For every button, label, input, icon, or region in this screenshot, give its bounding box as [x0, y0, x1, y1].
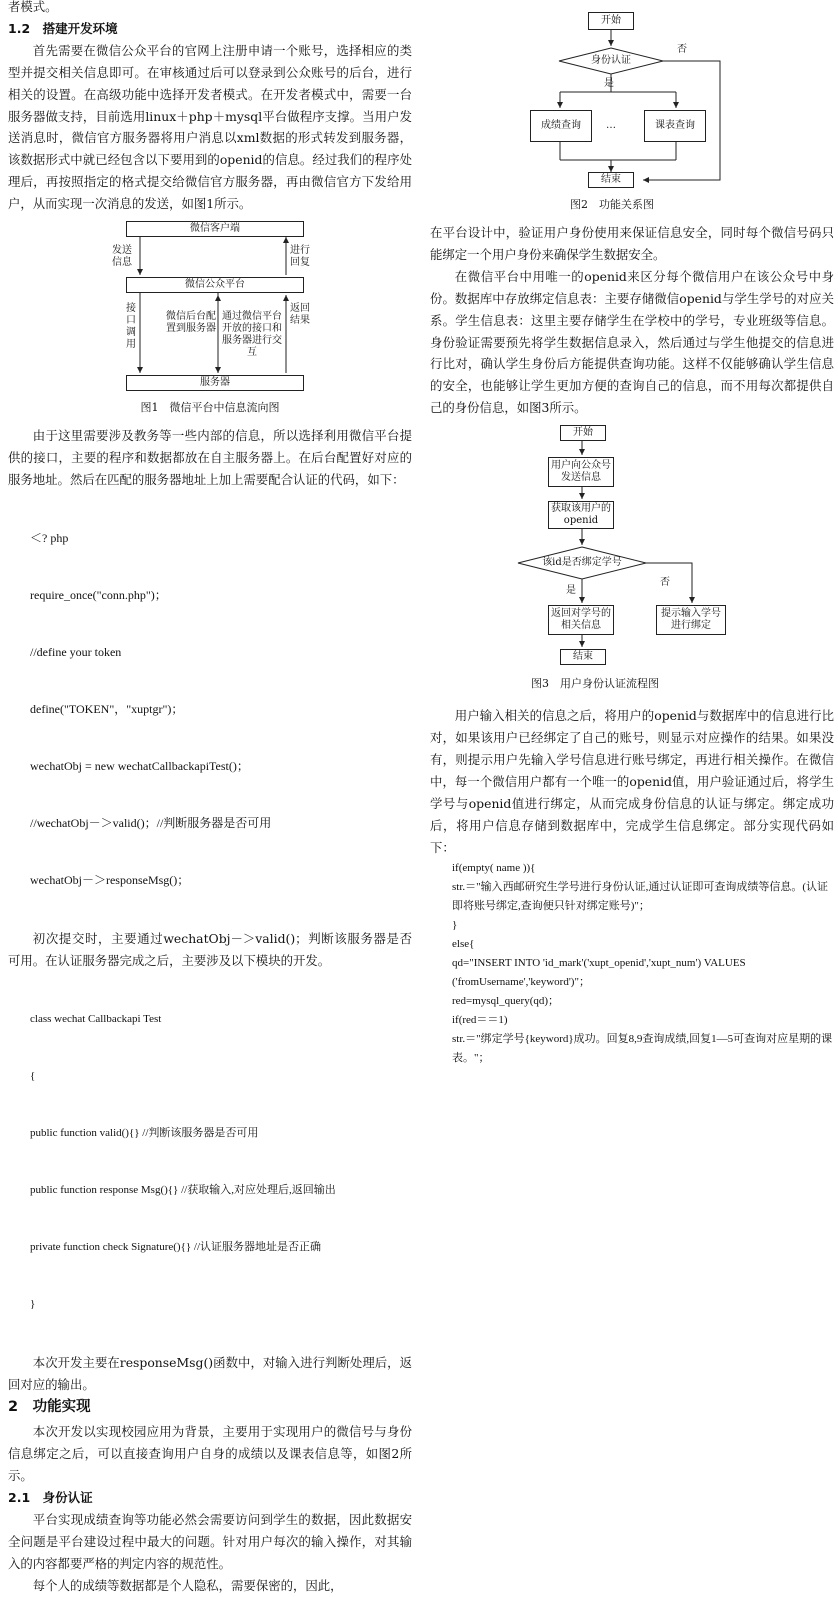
code-line: wechatObj = new wechatCallbackapiTest()； — [30, 758, 249, 773]
label-reply: 进行回复 — [290, 245, 310, 269]
figure-2 — [430, 0, 834, 222]
code-line: } — [452, 918, 458, 931]
paragraph: 由于这里需要涉及教务等一些内部的信息，所以选择利用微信平台提供的接口，主要的程序和数据都放在自主服务器上。在后台配置好对应的服务地址。然后在匹配的服务器地址上加上需要配合认证的代码，如下： — [8, 428, 412, 487]
code-line: define("TOKEN"，"xuptgr")； — [30, 701, 184, 716]
fig3-prompt-bind: 提示输入学号进行绑定 — [656, 605, 726, 635]
label-interface-call: 接口调用 — [126, 303, 136, 351]
code-line: if(red＝＝1) — [452, 1013, 508, 1026]
fig3-no: 否 — [660, 577, 670, 589]
fig3-return-info: 返回对学号的相关信息 — [548, 605, 614, 635]
code-block-1 — [8, 491, 412, 928]
code-line: public function response Msg(){} //获取输入,对应处理后,返回输出 — [30, 1183, 336, 1196]
fig2-no: 否 — [677, 44, 687, 55]
paragraph: 本次开发以实现校园应用为背景，主要用于实现用户的微信号与身份信息绑定之后，可以直接查询用户自身的成绩以及课表信息等，如图2所示。 — [8, 1424, 412, 1484]
figure-2-caption: 图2 功能关系图 — [570, 198, 654, 211]
code-line: //define your token — [30, 644, 122, 659]
paragraph: 初次提交时，主要通过wechatObj－＞valid()；判断该服务器是否可用。在认证服务器完成之后，主要涉及以下模块的开发。 — [8, 930, 412, 968]
label-send: 发送信息 — [112, 245, 132, 269]
code-line: red=mysql_query(qd)； — [452, 994, 560, 1007]
fig2-auth: 身份认证 — [591, 55, 631, 66]
code-line: if(empty( name )){ — [452, 861, 536, 874]
fig3-send: 用户向公众号发送信息 — [548, 457, 614, 487]
code-line: require_once("conn.php")； — [30, 587, 167, 602]
right-column — [430, 0, 834, 1068]
left-column — [8, 0, 412, 1597]
code-line: } — [30, 1297, 36, 1310]
code-line: wechatObj－＞responseMsg()； — [30, 872, 190, 887]
box-wechat-platform: 微信公众平台 — [126, 277, 304, 293]
figure-3-caption: 图3 用户身份认证流程图 — [531, 677, 659, 691]
code-line: else{ — [452, 937, 475, 950]
fig3-get-openid: 获取该用户的openid — [548, 501, 614, 529]
code-line: qd="INSERT INTO 'id_mark'('xupt_openid','xupt_num') VALUES ('fromUsername','keyword')"； — [452, 956, 746, 988]
code-line: private function check Signature(){} //认证服务器地址是否正确 — [30, 1240, 321, 1253]
figure-1 — [8, 219, 412, 419]
box-wechat-client: 微信客户端 — [126, 221, 304, 237]
figure-1-caption: 图1 微信平台中信息流向图 — [140, 401, 280, 415]
fig2-schedule-query: 课表查询 — [644, 110, 706, 142]
paragraph: 在平台设计中，验证用户身份使用来保证信息安全，同时每个微信号码只能绑定一个用户身份来确保学生数据安全。 — [430, 225, 834, 262]
code-block-2 — [8, 972, 412, 1352]
code-line: str.＝"输入西邮研究生学号进行身份认证,通过认证即可查询成绩等信息。(认证即将账号绑定,查询便只针对绑定账号)"； — [452, 880, 829, 912]
paragraph: 首先需要在微信公众平台的官网上注册申请一个账号，选择相应的类型并提交相关信息即可。在审核通过后可以登录到公众账号的后台，进行相关的设置。在高级功能中选择开发者模式。在开发者模式中，需要一台服务器做支持，目前选用linux＋php＋mysql平台做程序支撑。当用户发送消息时，微信官方服务器将用户消息以xml数据的形式转发到服务器，该数据形式中就已经包含以下要用到的openid的信息。经过我们的程序处理后，再按照指定的格式提交给微信官方服务器，再由微信官方下发给用户，从而实现一次消息的发送，如图1所示。 — [8, 42, 412, 212]
fig3-end: 结束 — [560, 649, 606, 665]
label-backend-config: 微信后台配置到服务器 — [166, 311, 216, 335]
label-return-result: 返回结果 — [290, 303, 310, 327]
code-block-3 — [430, 859, 834, 1068]
code-line: class wechat Callbackapi Test — [30, 1012, 162, 1025]
box-server: 服务器 — [126, 375, 304, 391]
paragraph: 用户输入相关的信息之后，将用户的openid与数据库中的信息进行比对，如果该用户已经绑定了自己的账号，则显示对应操作的结果。如果没有，则提示用户先输入学号信息进行账号绑定，再进行相关操作。在微信中，每一个微信用户都有一个唯一的openid值，用户验证通过后，将学生学号与openid值进行绑定，从而完成身份信息的认证与绑定。绑定成功后，将用户信息存储到数据库中，完成学生信息绑定。部分实现代码如下： — [430, 708, 834, 855]
fig3-start: 开始 — [560, 425, 606, 441]
section-heading-2-1: 2.1 身份认证 — [8, 1490, 93, 1506]
section-heading-1-2: 1.2 搭建开发环境 — [8, 20, 118, 36]
code-line: public function valid(){} //判断该服务器是否可用 — [30, 1126, 259, 1139]
fig3-yes: 是 — [566, 585, 576, 597]
paragraph: 平台实现成绩查询等功能必然会需要访问到学生的数据，因此数据安全问题是平台建设过程中最大的问题。针对用户每次的输入操作，对其输入的内容都要严格的判定内容的规范性。 — [8, 1511, 412, 1571]
fig3-bound: 该id是否绑定学号 — [542, 557, 622, 569]
figure-2-arrows — [430, 0, 834, 222]
code-line: { — [30, 1069, 36, 1082]
paragraph: 在微信平台中用唯一的openid来区分每个微信用户在该公众号中身份。数据库中存放绑定信息表：主要存储微信openid与学生学号的对应关系。学生信息表：这里主要存储学生在学校中的学号，专业班级等信息。身份验证需要预先将学生数据信息录入，然后通过与学生他提交的信息进行比对，确认学生身份后方能提供查询功能。这样不仅能够确认学生信息的安全，也能够让学生更加方便的查询自己的信息，而不用每次都提供自己的身份信息，如图3所示。 — [430, 268, 834, 416]
fig2-start: 开始 — [588, 12, 634, 30]
label-interact: 通过微信平台开放的接口和服务器进行交互 — [222, 311, 282, 359]
top-line: 者模式。 — [8, 0, 58, 14]
section-heading-2: 2 功能实现 — [8, 1399, 91, 1416]
fig2-end: 结束 — [588, 172, 634, 188]
paragraph: 每个人的成绩等数据都是个人隐私，需要保密的，因此， — [32, 1577, 343, 1593]
code-line: ＜? php — [30, 530, 69, 545]
paragraph: 本次开发主要在responseMsg()函数中，对输入进行判断处理后，返回对应的输出。 — [8, 1354, 412, 1392]
fig2-dots: … — [606, 120, 616, 131]
figure-3-arrows — [430, 425, 834, 705]
fig2-yes: 是 — [604, 78, 614, 89]
fig2-grade-query: 成绩查询 — [530, 110, 592, 142]
code-line: //wechatObj－＞valid()；//判断服务器是否可用 — [30, 815, 272, 830]
code-line: str.＝"绑定学号{keyword}成功。回复8,9查询成绩,回复1—5可查询对应星期的课表。"； — [452, 1032, 833, 1064]
figure-3 — [430, 425, 834, 705]
